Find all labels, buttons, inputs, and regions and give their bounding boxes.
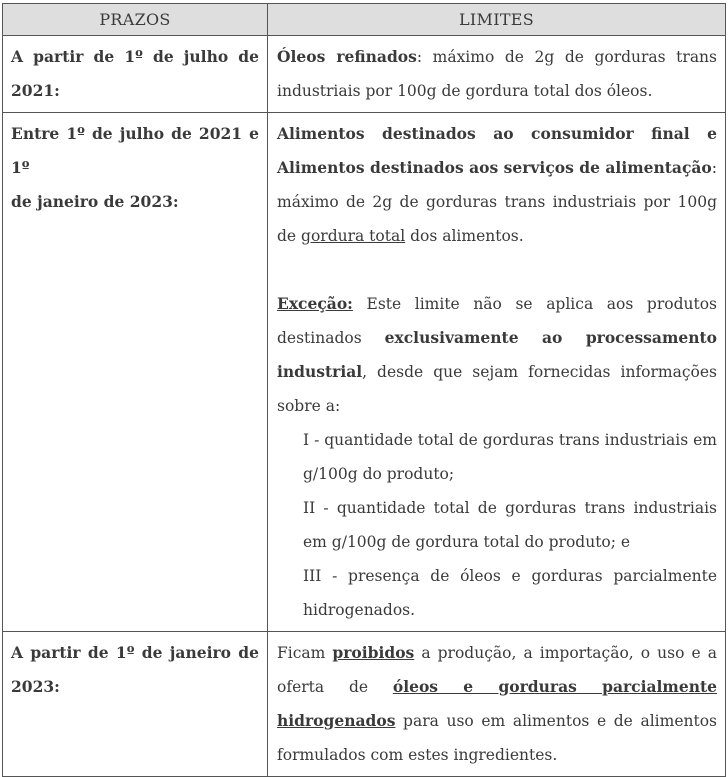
excecao-paragraph [277, 287, 717, 423]
prazo-line: 2021: [11, 81, 60, 100]
limite-cell [268, 113, 726, 632]
prazo-cell [3, 36, 268, 113]
list-item: II - quantidade total de gorduras trans industriais em g/100g de gordura total do produto; e [303, 499, 717, 551]
header-prazos: PRAZOS [3, 4, 268, 36]
prazo-line: Entre 1º de julho de 2021 e 1º [11, 124, 259, 177]
header-row [3, 4, 726, 36]
limite-text: : máximo de 2g de gorduras trans industriais por 100g de gordura total dos óleos. [277, 48, 717, 100]
header-limites: LIMITES [268, 4, 726, 36]
limite-text: : máximo de 2g de gorduras trans industriais por 100g de [277, 159, 717, 245]
deadlines-table [2, 3, 726, 777]
excecao-text: Este limite não se aplica aos produtos destinados [277, 295, 717, 347]
table-row [3, 113, 726, 632]
limite-bold: Alimentos destinados aos serviços de alimentação [277, 158, 712, 177]
prazo-line: A partir de 1º de janeiro de [11, 643, 259, 662]
limite-underlined: gordura total [301, 227, 406, 245]
limite-cell [268, 632, 726, 777]
limite-bold: Óleos refinados [277, 47, 417, 66]
limite-bold-underlined: proibidos [332, 643, 415, 662]
prazo-line: de janeiro de 2023: [11, 192, 179, 211]
excecao-text: , desde que sejam fornecidas informações sobre a: [277, 363, 717, 415]
limite-bold: Alimentos destinados ao consumidor final e [277, 124, 717, 143]
limite-paragraph [277, 636, 717, 772]
prazo-cell [3, 632, 268, 777]
limite-paragraph [277, 40, 717, 108]
excecao-label: Exceção: [277, 294, 353, 313]
excecao-bold: exclusivamente ao processamento industrial [277, 328, 717, 381]
limite-text: a produção, a importação, o uso e a oferta de [277, 644, 717, 696]
limite-bold-underlined: óleos e gorduras parcialmente hidrogenados [277, 677, 717, 730]
limite-cell [268, 36, 726, 113]
limite-paragraph [277, 117, 717, 253]
limite-text: para uso em alimentos e de alimentos formulados com estes ingredientes. [277, 712, 717, 764]
limite-text: dos alimentos. [405, 227, 524, 245]
prazo-line: A partir de 1º de julho de [11, 47, 259, 66]
list-item: I - quantidade total de gorduras trans industriais em g/100g do produto; [303, 431, 717, 483]
table-row [3, 632, 726, 777]
prazo-cell [3, 113, 268, 632]
prazo-line: 2023: [11, 677, 60, 696]
limite-text: Ficam [277, 644, 333, 662]
table-row [3, 36, 726, 113]
list-item: III - presença de óleos e gorduras parcialmente hidrogenados. [303, 567, 717, 619]
